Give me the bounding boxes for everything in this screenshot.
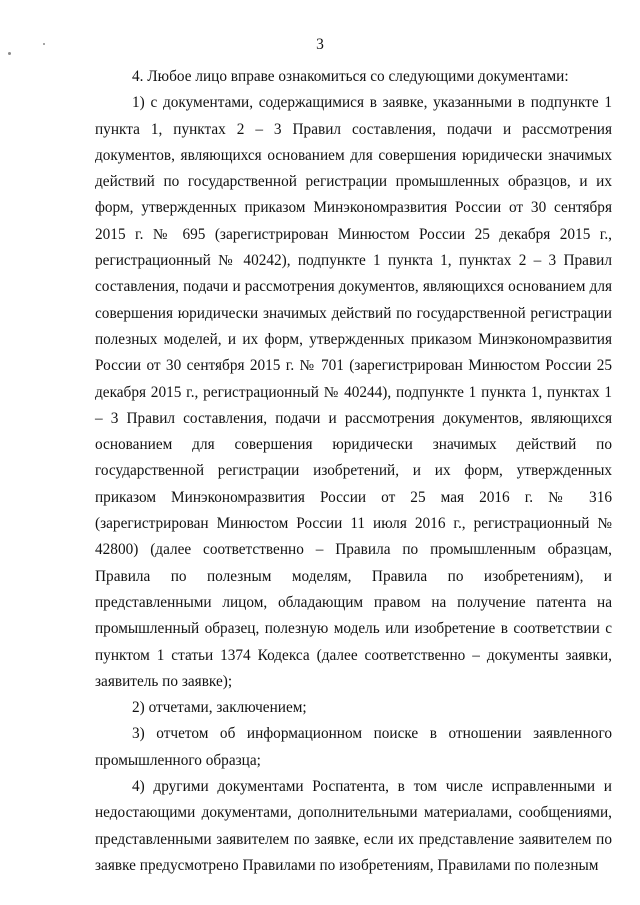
page-number: 3 xyxy=(316,36,324,53)
paragraph-item-2: 2) отчетами, заключением; xyxy=(132,699,307,717)
document-body xyxy=(95,64,612,879)
paragraph-item-1: 1) с документами, содержащимися в заявке, указанными в подпункте 1 пункта 1, пунктах 2 – 3 Правил составления, подачи и рассмотрения документов, являющихся основанием для совершения юридически значимых действий по государственной регистрации промышленных образцов, и их форм, утвержденных приказом Минэкономразвития России от 30 сентября 2015 г. № 695 (зарегистрирован Минюстом России 25 декабря 2015 г., регистрационный № 40242), подпункте 1 пункта 1, пунктах 2 – 3 Правил составления, подачи и рассмотрения документов, являющихся основанием для совершения юридически значимых действий по государственной регистрации полезных моделей, и их форм, утвержденных приказом Минэкономразвития России от 30 сентября 2015 г. № 701 (зарегистрирован Минюстом России 25 декабря 2015 г., регистрационный № 40244), подпункте 1 пункта 1, пунктах 1 – 3 Правил составления, подачи и рассмотрения документов, являющихся основанием для совершения юридически значимых действий по государственной регистрации изобретений, и их форм, утвержденных приказом Минэкономразвития России от 25 мая 2016 г. № 316 (зарегистрирован Минюстом России 11 июля 2016 г., регистрационный № 42800) (далее соответственно – Правила по промышленным образцам, Правила по полезным моделям, Правила по изобретениям), и представленными лицом, обладающим правом на получение патента на промышленный образец, полезную модель или изобретение в соответствии с пунктом 1 статьи 1374 Кодекса (далее соответственно – документы заявки, заявитель по заявке); xyxy=(95,94,612,690)
paragraph-intro: 4. Любое лицо вправе ознакомиться со следующими документами: xyxy=(132,68,569,85)
paragraph-item-3: 3) отчетом об информационном поиске в отношении заявленного промышленного образца; xyxy=(95,725,612,769)
paragraph-item-4: 4) другими документами Роспатента, в том числе исправленными и недостающими документами, дополнительными материалами, сообщениями, представленными заявителем по заявке, если их представление заявителем по заявке предусмотрено Правилами по изобретениям, Правилами по полезным xyxy=(95,778,612,874)
